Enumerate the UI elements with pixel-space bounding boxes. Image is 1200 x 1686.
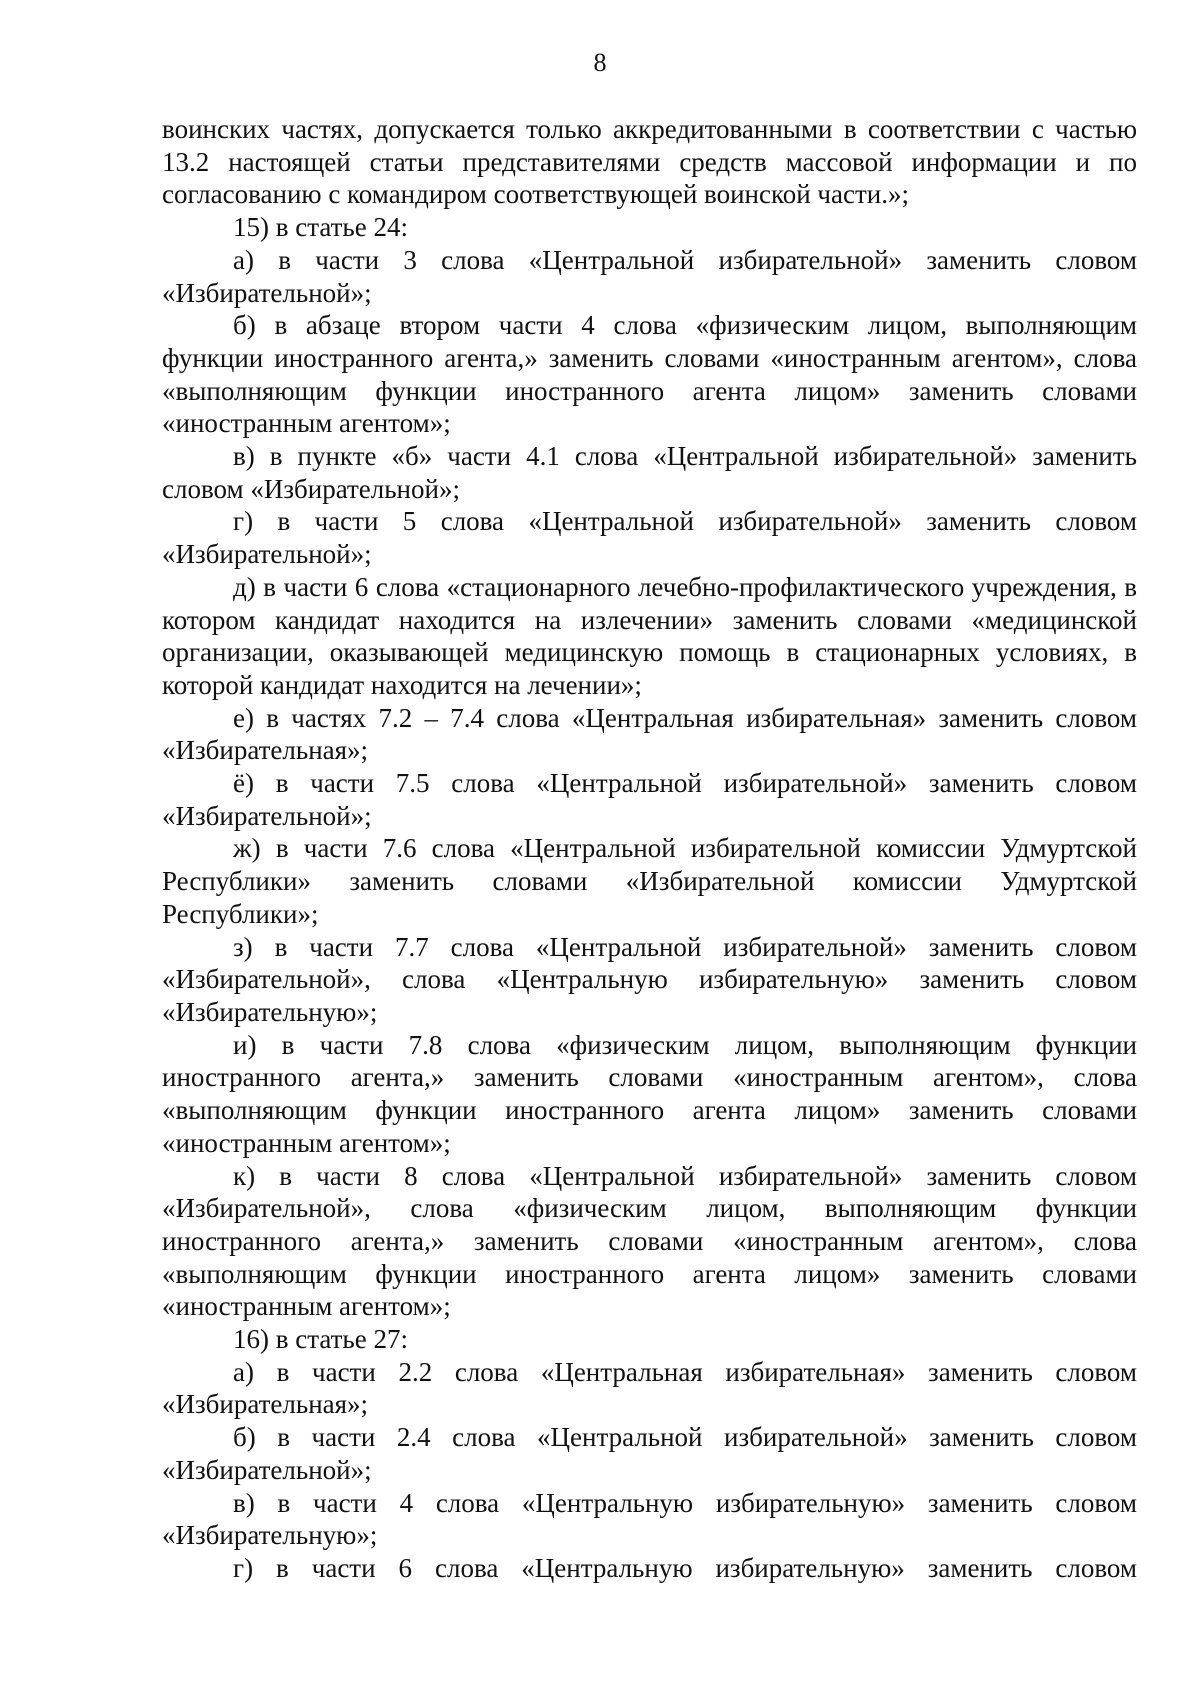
paragraph-subitem-zh: ж) в части 7.6 слова «Центральной избирательной комиссии Удмуртской Республики» заменить словами «Избирательной комиссии Удмуртской Республики»; [162,833,1137,929]
paragraph-subitem-v-2: в) в части 4 слова «Центральную избирательную» заменить словом «Избирательную»; [162,1487,1137,1551]
paragraph-subitem-b-2: б) в части 2.4 слова «Центральной избирательной» заменить словом «Избирательной»; [162,1422,1137,1485]
paragraph-continuation: воинских частях, допускается только аккредитованными в соответствии с частью 13.2 настоящей статьи представителями средств массовой информации и по согласованию с командиром соответствующей воинской части.»; [162,114,1137,210]
paragraph-subitem-a-2: а) в части 2.2 слова «Центральная избирательная» заменить словом «Избирательная»; [162,1356,1137,1420]
paragraph-subitem-v: в) в пункте «б» части 4.1 слова «Центральной избирательной» заменить словом «Избирательной»; [162,441,1137,504]
paragraph-subitem-g: г) в части 5 слова «Центральной избирательной» заменить словом «Избирательной»; [162,506,1137,570]
paragraph-subitem-g-2: г) в части 6 слова «Центральную избирательную» заменить словом [233,1552,1137,1583]
document-body [162,113,1137,1585]
paragraph-subitem-k: к) в части 8 слова «Центральной избирательной» заменить словом «Избирательной», слова «физическим лицом, выполняющим функции иностранного агента,» заменить словами «иностранным агентом», слова «выполняющим функции иностранного агента лицом» заменить словами «иностранным агентом»; [162,1160,1137,1322]
paragraph-subitem-b: б) в абзаце втором части 4 слова «физическим лицом, выполняющим функции иностранного агента,» заменить словами «иностранным агентом», слова «выполняющим функции иностранного агента лицом» заменить словами «иностранным агентом»; [162,310,1137,439]
page-number: 8 [593,48,607,77]
paragraph-subitem-z: з) в части 7.7 слова «Центральной избирательной» заменить словом «Избирательной», слова «Центральную избирательную» заменить словом «Избирательную»; [162,931,1137,1027]
paragraph-item-15: 15) в статье 24: [233,212,408,243]
paragraph-item-16: 16) в статье 27: [233,1324,408,1355]
paragraph-subitem-a: а) в части 3 слова «Центральной избирательной» заменить словом «Избирательной»; [162,244,1137,308]
paragraph-subitem-yo: ё) в части 7.5 слова «Центральной избирательной» заменить словом «Избирательной»; [162,768,1137,831]
paragraph-subitem-d: д) в части 6 слова «стационарного лечебно-профилактического учреждения, в котором кандидат находится на излечении» заменить словами «медицинской организации, оказывающей медицинскую помощь в стационарных условиях, в которой кандидат находится на лечении»; [162,571,1137,700]
paragraph-subitem-e: е) в частях 7.2 – 7.4 слова «Центральная избирательная» заменить словом «Избирательная»; [162,702,1137,766]
paragraph-subitem-i: и) в части 7.8 слова «физическим лицом, выполняющим функции иностранного агента,» заменить словами «иностранным агентом», слова «выполняющим функции иностранного агента лицом» заменить словами «иностранным агентом»; [162,1029,1137,1158]
